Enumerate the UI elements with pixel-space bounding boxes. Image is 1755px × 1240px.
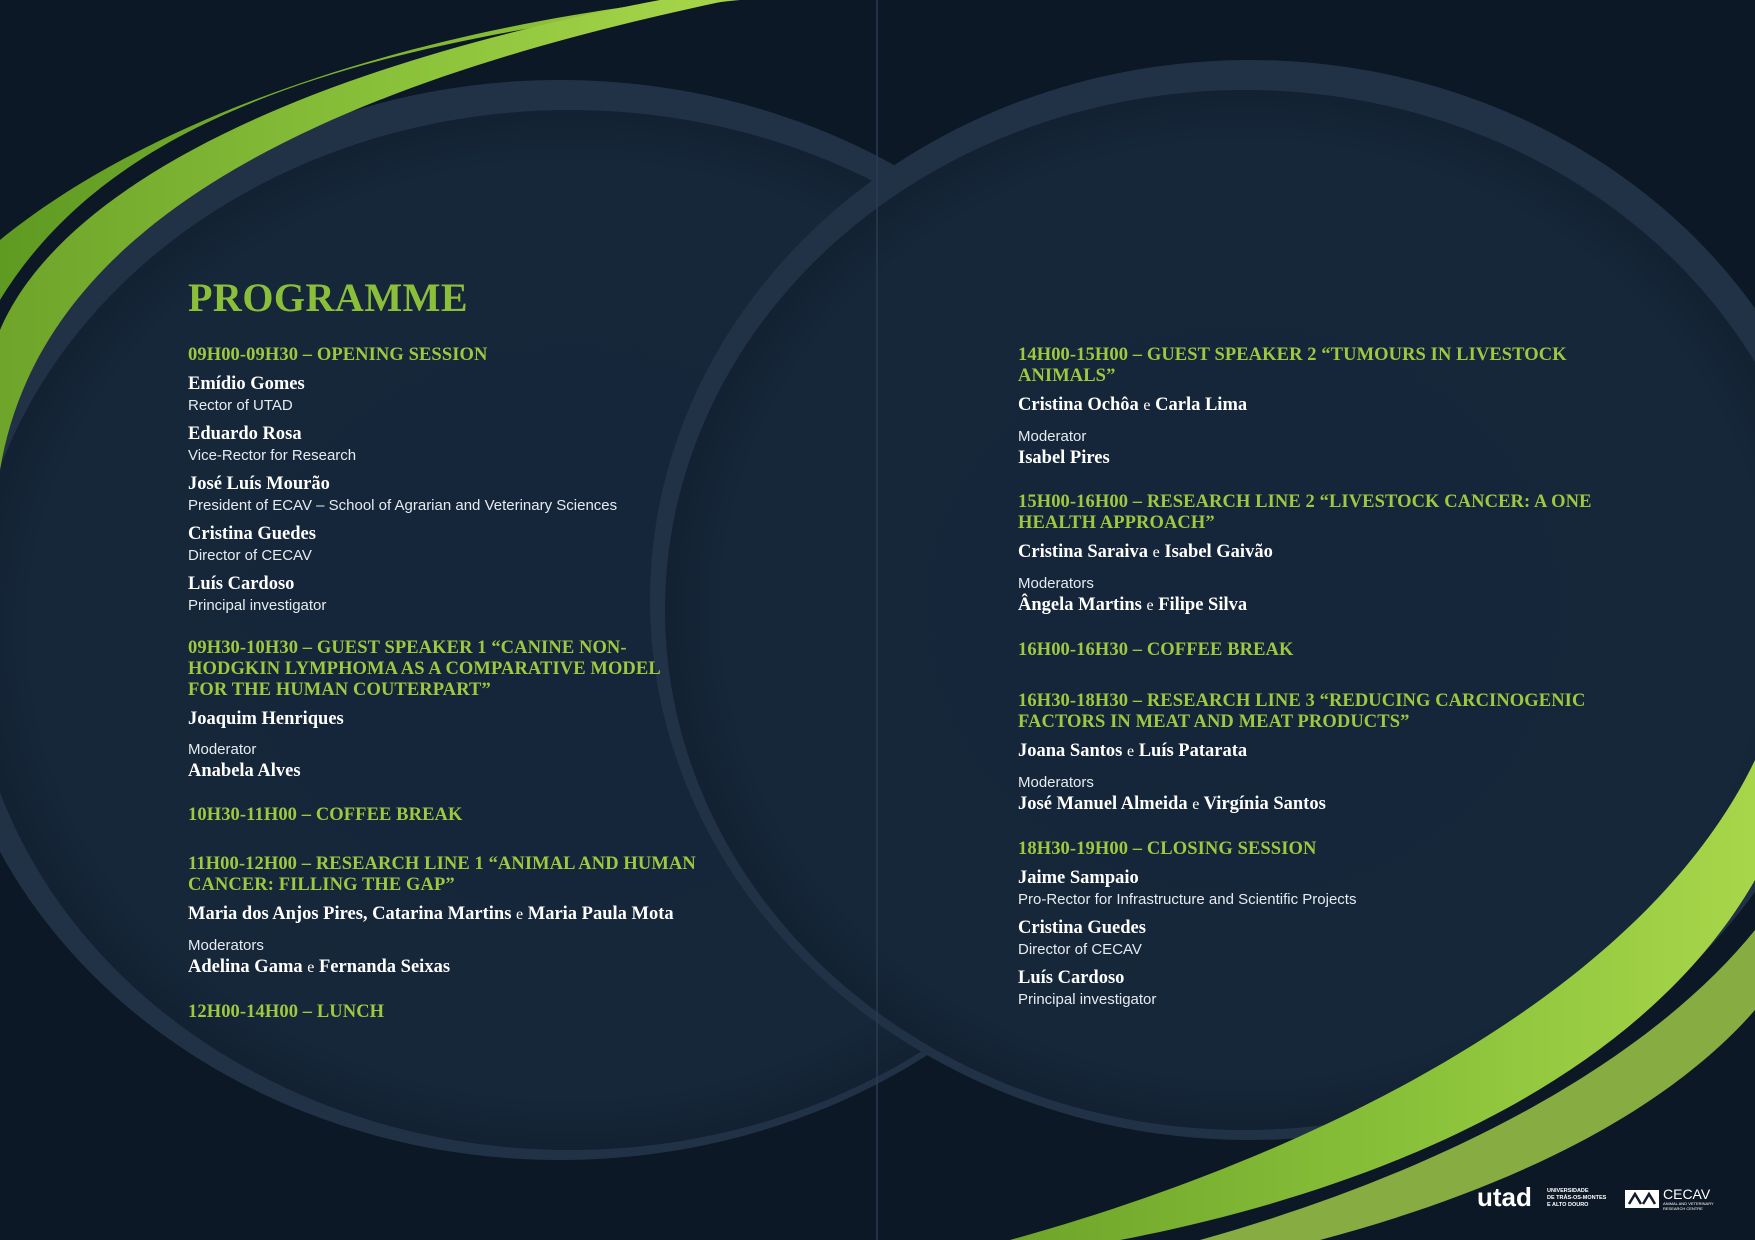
speaker-names: Joaquim Henriques bbox=[188, 709, 344, 729]
speaker-names bbox=[188, 902, 748, 927]
conjunction: e bbox=[1143, 397, 1151, 414]
person-role: Vice-Rector for Research bbox=[188, 447, 357, 464]
person-name: Emídio Gomes bbox=[188, 374, 305, 394]
person-role: Director of CECAV bbox=[188, 547, 312, 564]
speaker-name: Cristina Ochôa bbox=[1018, 395, 1139, 415]
session-heading: 09H30-10H30 – GUEST SPEAKER 1 “CANINE NON-HODGKIN LYMPHOMA AS A COMPARATIVE MODEL FOR THE HUMAN COUTERPART” bbox=[188, 638, 660, 700]
moderator-name: Ângela Martins bbox=[1018, 595, 1142, 615]
session-heading: 14H00-15H00 – GUEST SPEAKER 2 “TUMOURS IN LIVESTOCK ANIMALS” bbox=[1018, 345, 1567, 386]
person-role: Principal investigator bbox=[188, 597, 327, 614]
person bbox=[1018, 916, 1668, 960]
speaker-names bbox=[1018, 540, 1618, 565]
cecav-logo bbox=[1625, 1186, 1714, 1211]
person-role: President of ECAV – School of Agrarian and Veterinary Sciences bbox=[188, 497, 618, 514]
conjunction: e bbox=[1192, 796, 1200, 813]
person bbox=[188, 372, 748, 416]
person-name: José Luís Mourão bbox=[188, 474, 330, 494]
coffee-break-1 bbox=[188, 805, 748, 826]
utad-logo-sub: E ALTO DOURO bbox=[1547, 1202, 1589, 1208]
moderator-name: Fernanda Seixas bbox=[318, 957, 451, 977]
moderator-names bbox=[1018, 792, 1668, 817]
session-heading: 15H00-16H00 – RESEARCH LINE 2 “LIVESTOCK CANCER: A ONE HEALTH APPROACH” bbox=[1018, 492, 1592, 533]
person bbox=[188, 572, 748, 616]
person-name: Jaime Sampaio bbox=[1018, 868, 1139, 888]
person-name: Cristina Guedes bbox=[188, 524, 316, 544]
speaker-name: Maria Paula Mota bbox=[527, 904, 674, 924]
session-heading: 11H00-12H00 – RESEARCH LINE 1 “ANIMAL AND HUMAN CANCER: FILLING THE GAP” bbox=[188, 854, 696, 895]
sponsor-logos bbox=[1477, 1176, 1727, 1216]
moderator-name: José Manuel Almeida bbox=[1018, 794, 1188, 814]
moderator-label: Moderators bbox=[188, 937, 264, 954]
session-heading: 10H30-11H00 – COFFEE BREAK bbox=[188, 805, 463, 825]
conjunction: e bbox=[516, 906, 524, 923]
moderator-names: Anabela Alves bbox=[188, 761, 301, 781]
person-name: Eduardo Rosa bbox=[188, 424, 302, 444]
moderator-label: Moderator bbox=[1018, 428, 1087, 445]
moderator-name: Filipe Silva bbox=[1158, 595, 1248, 615]
speaker-name: Cristina Saraiva bbox=[1018, 542, 1149, 562]
session-heading: 16H30-18H30 – RESEARCH LINE 3 “REDUCING CARCINOGENIC FACTORS IN MEAT AND MEAT PRODUCTS” bbox=[1018, 691, 1586, 732]
opening-session bbox=[188, 345, 748, 616]
moderator-names bbox=[188, 955, 748, 980]
right-programme-column bbox=[1018, 345, 1668, 1032]
session-heading: 16H00-16H30 – COFFEE BREAK bbox=[1018, 640, 1294, 660]
moderator-name: Virgínia Santos bbox=[1203, 794, 1326, 814]
cecav-logo-text: CECAV bbox=[1663, 1186, 1711, 1202]
closing-session bbox=[1018, 839, 1668, 1010]
conjunction: e bbox=[1152, 544, 1160, 561]
session-heading: 12H00-14H00 – LUNCH bbox=[188, 1002, 385, 1022]
guest-speaker-1 bbox=[188, 638, 688, 783]
utad-logo bbox=[1477, 1182, 1607, 1212]
person-role: Pro-Rector for Infrastructure and Scientific Projects bbox=[1018, 891, 1357, 908]
moderator-label: Moderator bbox=[188, 741, 257, 758]
person bbox=[188, 422, 748, 466]
speaker-name: Carla Lima bbox=[1155, 395, 1248, 415]
speaker-name: Maria dos Anjos Pires, Catarina Martins bbox=[188, 904, 512, 924]
speaker-names bbox=[1018, 393, 1638, 418]
coffee-break-2 bbox=[1018, 640, 1668, 661]
utad-logo-text: utad bbox=[1477, 1182, 1532, 1212]
conjunction: e bbox=[1146, 597, 1154, 614]
lunch bbox=[188, 1002, 748, 1023]
session-heading: 18H30-19H00 – CLOSING SESSION bbox=[1018, 839, 1317, 859]
person bbox=[1018, 866, 1668, 910]
person bbox=[188, 522, 748, 566]
utad-logo-sub: UNIVERSIDADE bbox=[1547, 1188, 1589, 1194]
moderator-label: Moderators bbox=[1018, 774, 1094, 791]
person-name: Luís Cardoso bbox=[1018, 968, 1125, 988]
session-heading: 09H00-09H30 – OPENING SESSION bbox=[188, 345, 488, 365]
research-line-1 bbox=[188, 854, 748, 980]
person bbox=[1018, 966, 1668, 1010]
moderator-names bbox=[1018, 593, 1618, 618]
moderator-label: Moderators bbox=[1018, 575, 1094, 592]
person-name: Luís Cardoso bbox=[188, 574, 295, 594]
person-role: Director of CECAV bbox=[1018, 941, 1142, 958]
speaker-name: Isabel Gaivão bbox=[1164, 542, 1273, 562]
speaker-name: Luís Patarata bbox=[1138, 741, 1248, 761]
person-role: Rector of UTAD bbox=[188, 397, 293, 414]
page-title: PROGRAMME bbox=[188, 275, 469, 320]
cecav-logo-sub: RESEARCH CENTRE bbox=[1663, 1206, 1703, 1211]
left-programme-column bbox=[188, 275, 748, 1045]
cecav-logo-sub: ANIMAL AND VETERINARY bbox=[1663, 1201, 1714, 1206]
research-line-2 bbox=[1018, 492, 1618, 618]
guest-speaker-2 bbox=[1018, 345, 1638, 470]
speaker-name: Joana Santos bbox=[1018, 741, 1123, 761]
person bbox=[188, 472, 748, 516]
person-role: Principal investigator bbox=[1018, 991, 1157, 1008]
moderator-names: Isabel Pires bbox=[1018, 448, 1110, 468]
utad-logo-sub: DE TRÁS-OS-MONTES bbox=[1547, 1195, 1607, 1201]
cecav-emblem-icon bbox=[1625, 1190, 1659, 1208]
person-name: Cristina Guedes bbox=[1018, 918, 1146, 938]
conjunction: e bbox=[1126, 743, 1135, 760]
research-line-3 bbox=[1018, 691, 1668, 817]
conjunction: e bbox=[307, 959, 315, 976]
moderator-name: Adelina Gama bbox=[188, 957, 303, 977]
speaker-names bbox=[1018, 739, 1668, 764]
